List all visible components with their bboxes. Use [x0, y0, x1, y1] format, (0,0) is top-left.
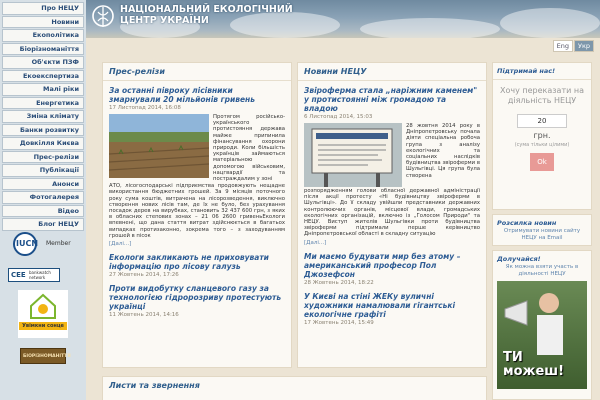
site-title[interactable] [120, 4, 293, 26]
sun-house-icon [28, 292, 58, 320]
cloud-decoration [360, 18, 500, 38]
press-read-more-link[interactable]: [Далі...] [109, 241, 132, 248]
cloud-decoration [500, 8, 600, 38]
press-item-date: 27 Жовтень 2014, 17:26 [109, 272, 179, 279]
nav-item-announcements[interactable]: Анонси [2, 178, 84, 191]
support-box [492, 62, 592, 210]
donate-ok-button[interactable]: Ok [530, 153, 554, 171]
news-heading[interactable]: Новини НЕЦУ [298, 63, 486, 81]
nav-item-video[interactable]: Відео [2, 205, 84, 218]
join-link[interactable]: Як можна взяти участь в діяльності НЕЦУ [505, 264, 579, 277]
nav-item-development-banks[interactable]: Банки розвитку [2, 124, 84, 137]
join-heading: Долучайся! [497, 255, 541, 263]
support-prompt: Хочу переказати на діяльність НЕЦУ [500, 86, 584, 105]
biodiversity-banner[interactable] [20, 348, 71, 364]
nav-item-ecopolicy[interactable]: Екополітика [2, 29, 84, 42]
newsletter-heading: Розсилка новин [497, 219, 557, 227]
switch-on-sun-banner[interactable] [18, 290, 68, 338]
support-heading: Підтримай нас! [493, 63, 591, 80]
press-item-title[interactable]: Проти видобутку сланцевого газу за технологією гідророзриву протестують українці [109, 284, 282, 312]
cee-bankwatch-logo[interactable] [8, 268, 60, 282]
right-sidebar [492, 62, 592, 400]
nav-item-press-releases[interactable]: Прес-релізи [2, 151, 84, 164]
iucn-member-logo[interactable] [8, 232, 78, 256]
press-item-excerpt: АТО, лісогосподарські підприємства продовжують нещадне використання бюджетних грошей. За 9 місяців поточного року сума коштів, витрачена на лісорозведення, виключно створення нових лісів там, де їх не було, без урахування посадок дерев на вирубках, становить 32 437 600 грн, з яких в обласних степових зонах – 21 06 2600 гривеньЕкологи впевнені, що дана стаття витрат здійснюється в багатьох випадках протизаконно, зокрема того – з заходуванням грошей в пісок [109, 183, 285, 239]
nav-item-news[interactable]: Новини [2, 16, 84, 29]
nav-item-small-rivers[interactable]: Малі ріки [2, 83, 84, 96]
news-item-excerpt-right: 28 жовтня 2014 року в Дніпропетровську почала діяти спеціальна робоча група з аналізу екологічних та соціальних наслідків будівництва звіроферми в Шульгівці. Ця група була створена [406, 123, 480, 179]
cee-label: CEE [11, 271, 26, 279]
press-releases-heading[interactable]: Прес-релізи [103, 63, 291, 81]
nav-item-photo-gallery[interactable]: Фотогалерея [2, 191, 84, 204]
language-switcher [553, 40, 594, 52]
news-item-title[interactable]: Звіроферма стала „наріжним каменем" у протистоянні між громадою та владою [304, 86, 478, 113]
iucn-label: IUCN [16, 239, 39, 248]
nav-item-ecoexpertise[interactable]: Екоекспертиза [2, 70, 84, 83]
press-releases-panel [102, 62, 292, 368]
news-item-date: 17 Жовтень 2014, 15:49 [304, 319, 374, 326]
news-item-title[interactable]: У Києві на стіні ЖЕКу вуличні художники намалювали гігантські екологічне графіті [304, 291, 456, 319]
site-header [0, 0, 600, 38]
nav-item-protected-areas[interactable]: Об'єкти ПЗФ [2, 56, 84, 69]
donation-amount-input[interactable]: 20 [517, 114, 567, 128]
press-item-title[interactable]: За останні півроку лісівники змарнували 20 мільйонів гривень [109, 86, 255, 104]
letters-heading[interactable]: Листи та звернення [109, 381, 200, 390]
press-item-title[interactable]: Екологи закликають не приховувати інформацію про лісову галузь [109, 253, 269, 272]
iucn-member-label: Member [46, 240, 71, 247]
amount-hint: (сума тільки цілими) [514, 142, 570, 148]
news-panel [297, 62, 487, 368]
press-item-date: 17 Листопад 2014, 16:08 [109, 105, 181, 111]
newsletter-box [492, 214, 592, 246]
sun-banner-title: Увімкни сонце [19, 322, 67, 330]
news-item-title[interactable]: Ми маємо будувати мир без атому – американський професор Пол Джозефсон [304, 251, 461, 279]
site-title-line2: ЦЕНТР УКРАЇНИ [120, 15, 209, 26]
join-poster-text: ТИ можеш! [503, 350, 565, 379]
nav-item-kyiv-environment[interactable]: Довкілля Києва [2, 137, 84, 150]
newsletter-link[interactable]: Отримувати новини сайту НЕЦУ на Email [503, 228, 581, 241]
left-sidebar [0, 0, 86, 400]
currency-label: грн. [533, 131, 551, 140]
press-item-date: 11 Жовтень 2014, 14:16 [109, 312, 179, 319]
news-item-date: 6 Листопад 2014, 15:03 [304, 114, 373, 120]
biodiversity-banner-label: БІОРІЗНОМАНІТТЯ [23, 354, 71, 359]
protest-sign-photo[interactable] [304, 123, 402, 187]
cee-sub-label: bankwatch network [29, 270, 51, 280]
main-nav [2, 2, 84, 232]
news-item-excerpt: розпорядженням голови обласної державної адміністрації після акції протесту «Ні будівництву звіроферми в Шульгівці». До її складу увійшли представники державних контролюючих органів, місцевої влади, громадських екологічних організацій, включно із „Голосом Природи" та НЕЦУ. Виступ жителів Шульгівки проти будівництва звіроферми підтримали перше керівництво Дніпропетровської області в складну ситуацію [304, 188, 480, 238]
site-logo-icon[interactable] [92, 3, 114, 31]
lang-ukrainian-link[interactable]: Укр [574, 40, 594, 52]
join-box [492, 250, 592, 400]
nav-item-blog[interactable]: Блог НЕЦУ [2, 218, 84, 231]
forest-field-photo[interactable] [109, 114, 209, 178]
nav-item-biodiversity[interactable]: Біорізноманіття [2, 43, 84, 56]
nav-item-climate-change[interactable]: Зміна клімату [2, 110, 84, 123]
site-title-line1: НАЦІОНАЛЬНИЙ ЕКОЛОГІЧНИЙ [120, 4, 293, 15]
nav-item-energy[interactable]: Енергетика [2, 97, 84, 110]
nav-item-about[interactable]: Про НЕЦУ [2, 2, 84, 15]
news-item-date: 28 Жовтень 2014, 18:22 [304, 279, 374, 286]
news-read-more-link[interactable]: [Далі...] [304, 239, 327, 246]
lang-english-link[interactable]: Eng [553, 40, 573, 52]
join-poster[interactable] [497, 281, 587, 389]
press-item-excerpt-right: Протягом російсько-українського протистояння держава майже припинила фінансування охорони природи. Коли більшість українців займаються матеріальною допомогою військовим, нацгвардії та постраждалим у зоні [213, 114, 285, 183]
letters-panel [102, 376, 487, 400]
nav-item-publications[interactable]: Публікації [2, 164, 84, 177]
